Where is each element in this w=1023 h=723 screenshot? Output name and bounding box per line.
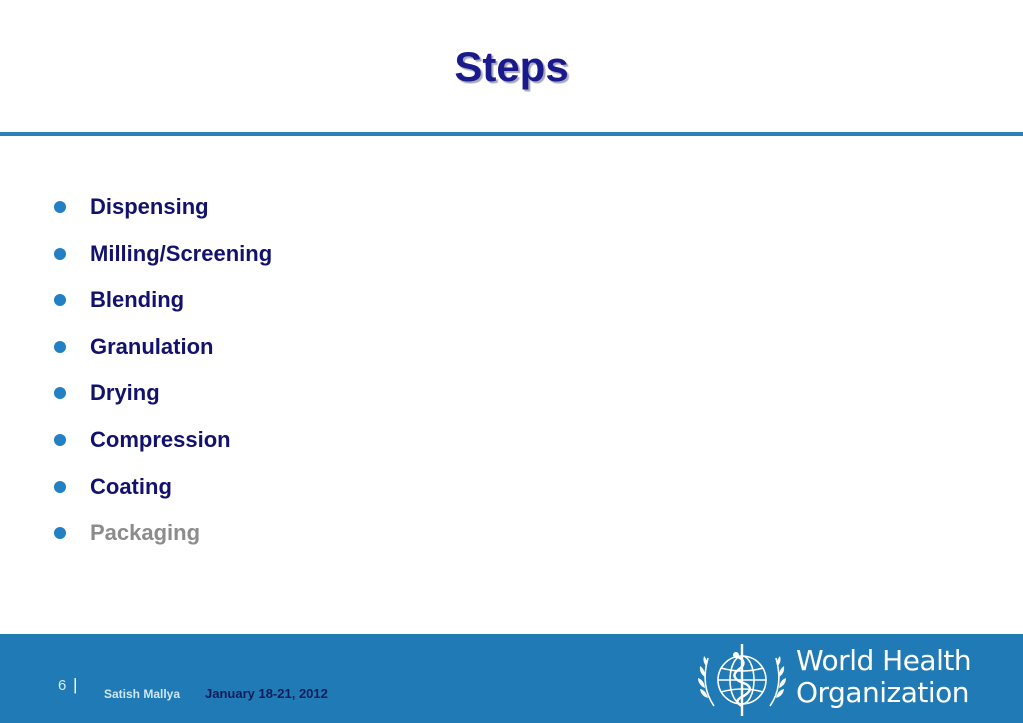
bullet-dot-icon <box>54 341 66 353</box>
bullet-dot-icon <box>54 248 66 260</box>
bullet-text: Drying <box>90 380 160 406</box>
who-wordmark-line2: Organization <box>796 676 970 709</box>
bullet-text: Granulation <box>90 333 214 359</box>
list-item <box>54 283 272 330</box>
bullet-dot-icon <box>54 481 66 493</box>
footer-author: Satish Mallya <box>104 687 181 701</box>
page-number: 6 <box>58 677 67 694</box>
bullet-text: Coating <box>90 473 172 499</box>
footer-date: January 18-21, 2012 <box>205 686 328 701</box>
list-item <box>54 376 272 423</box>
page-separator: | <box>73 675 78 694</box>
bullet-dot-icon <box>54 527 66 539</box>
slide-title: Steps <box>454 43 569 90</box>
list-item <box>54 516 272 563</box>
list-item <box>54 190 272 237</box>
who-wordmark-line1: World Health <box>796 644 972 677</box>
bullet-text: Milling/Screening <box>90 240 273 266</box>
who-emblem-icon <box>694 636 790 720</box>
bullet-dot-icon <box>54 387 66 399</box>
bullet-text: Dispensing <box>90 194 209 219</box>
bullet-text: Blending <box>90 287 185 313</box>
bullet-dot-icon <box>54 201 66 213</box>
list-item <box>54 237 272 284</box>
bullet-dot-icon <box>54 294 66 306</box>
list-item <box>54 470 272 517</box>
bullet-dot-icon <box>54 434 66 446</box>
list-item <box>54 330 272 377</box>
bullet-list <box>54 190 272 563</box>
list-item <box>54 423 272 470</box>
bullet-text: Compression <box>90 426 231 452</box>
who-wordmark <box>796 645 971 709</box>
bullet-text: Packaging <box>90 520 201 546</box>
title-divider <box>0 132 1023 136</box>
